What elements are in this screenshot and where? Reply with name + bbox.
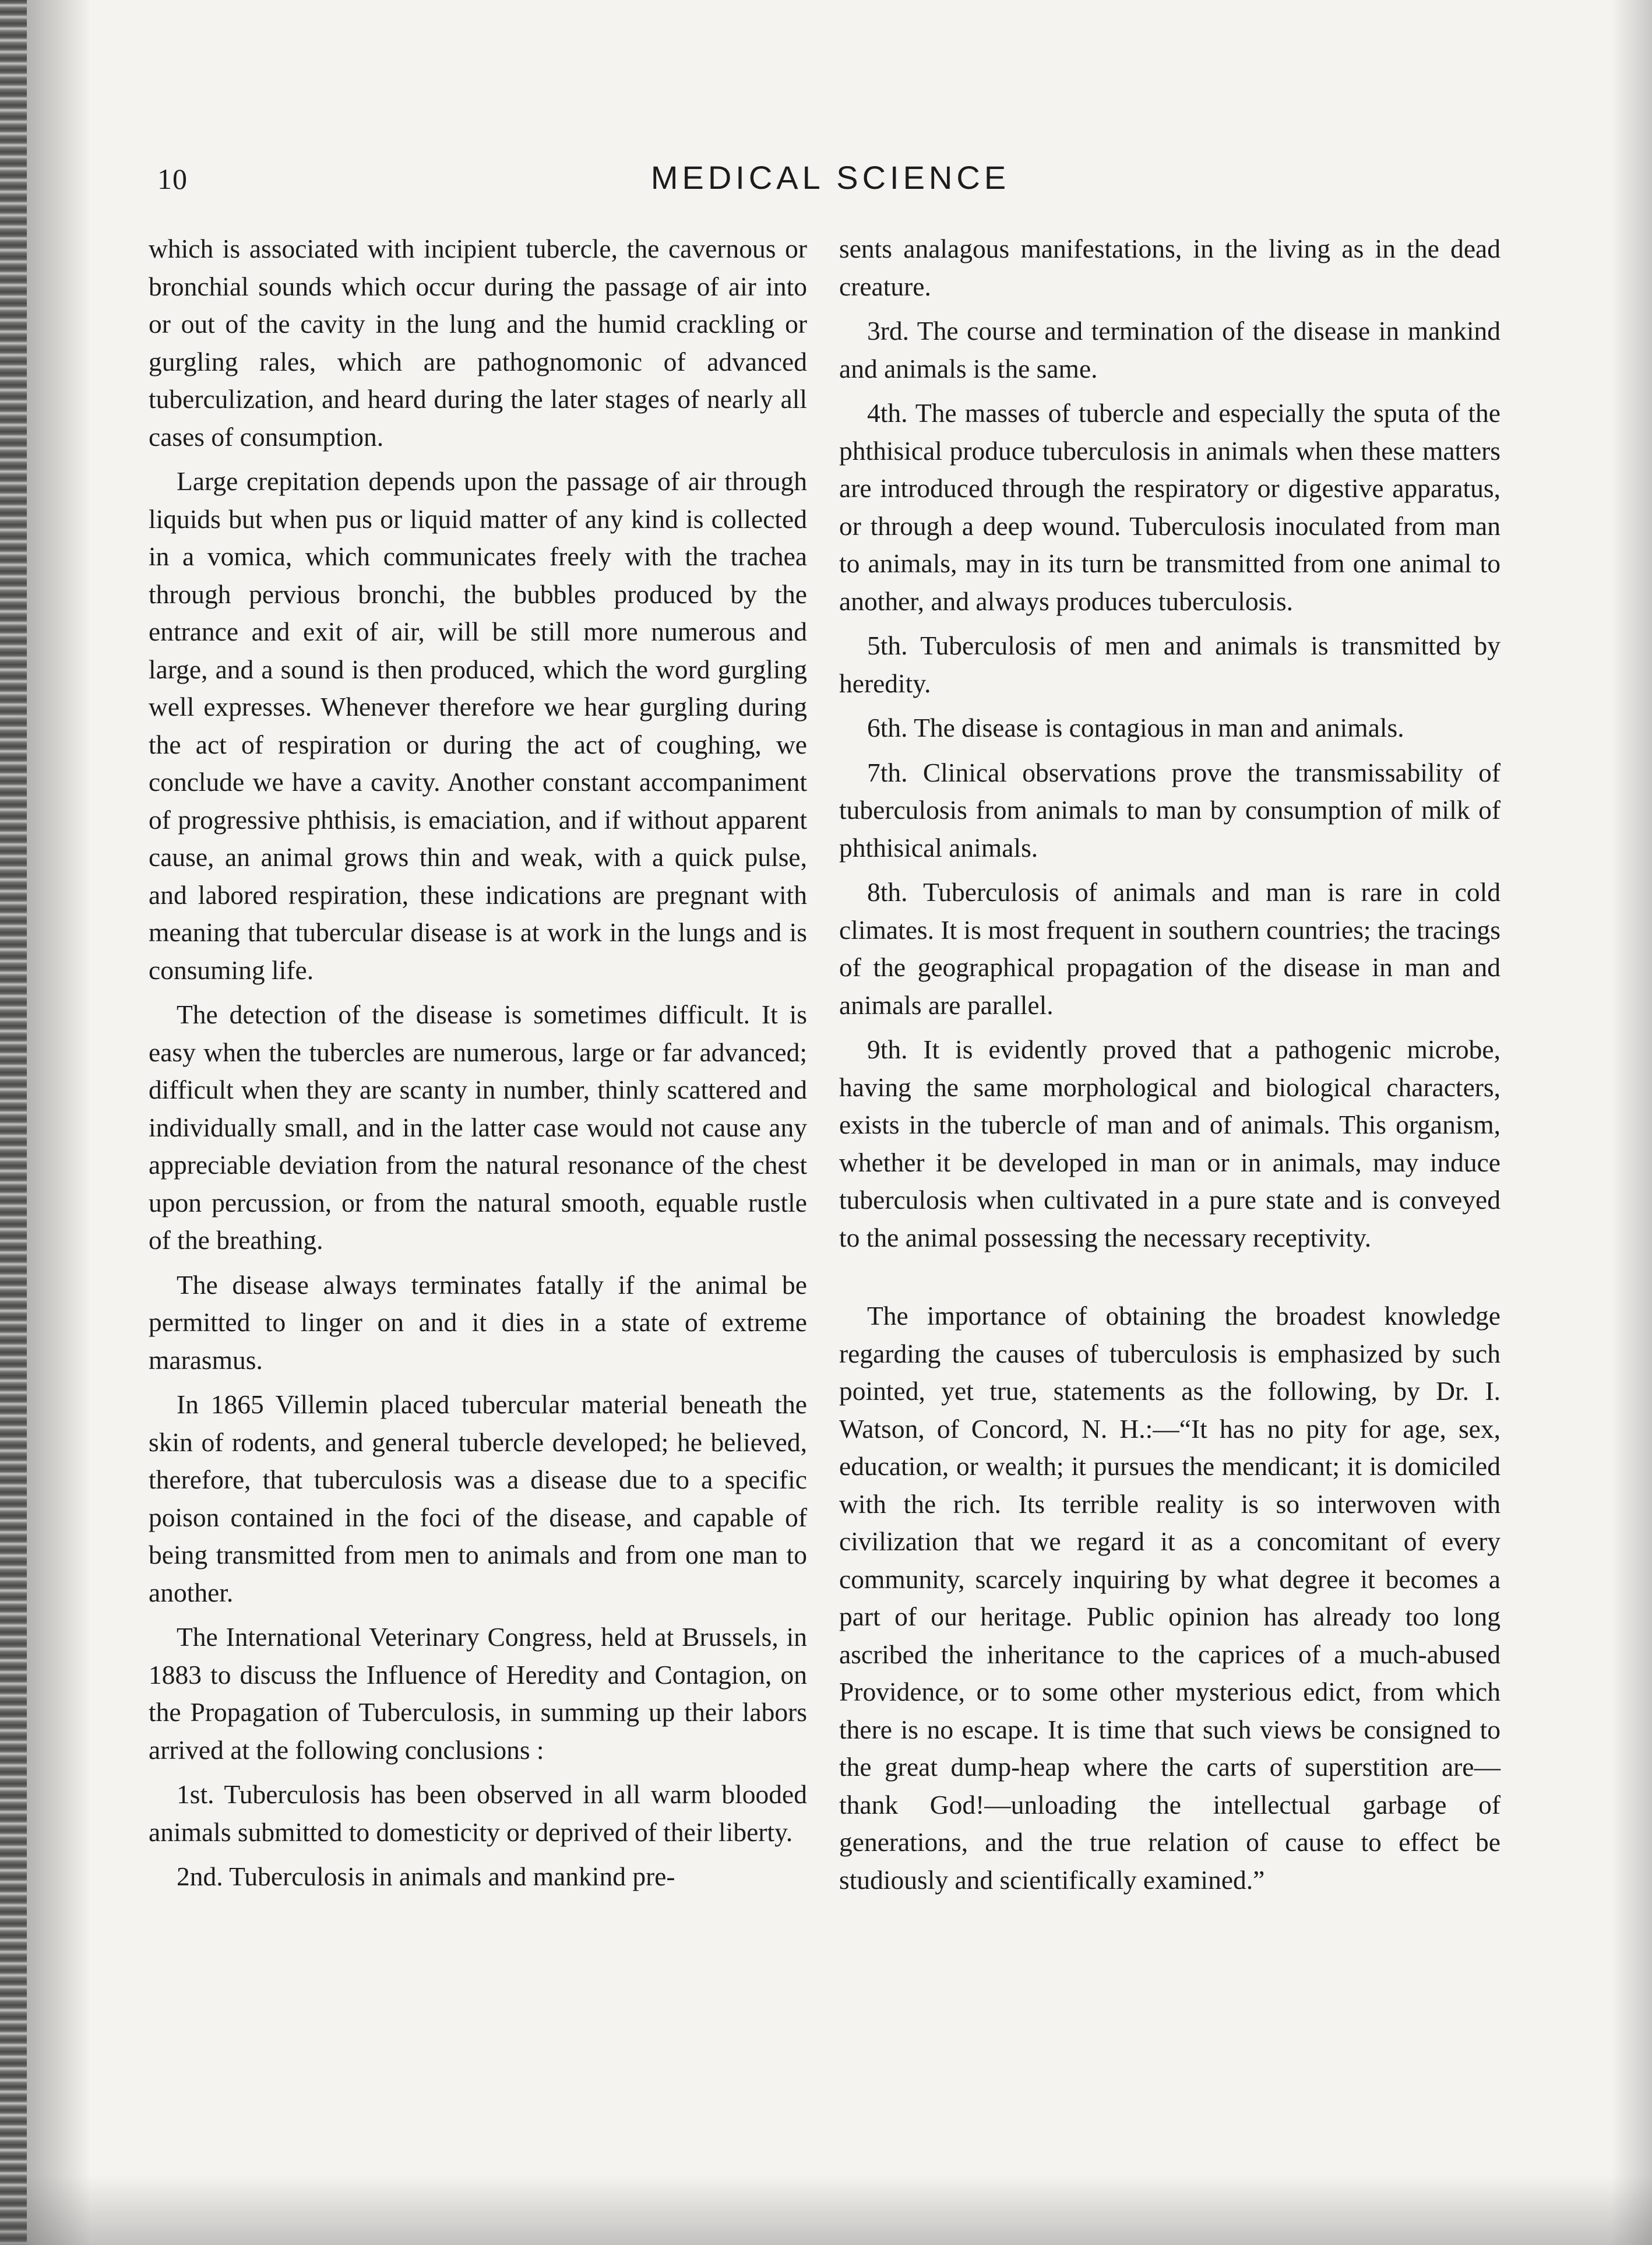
paragraph: 4th. The masses of tubercle and especially the sputa of the phthisical produce tuberculosis in animals when these matters are introduced through the respiratory or digestive apparatus, or through a deep wound. Tuberculosis inoculated from man to animals, may in its turn be transmitted from one animal to another, and always produces tuberculosis.: [839, 398, 1500, 616]
page-bottom-edge-shadow: [0, 2175, 1652, 2245]
paragraph: 6th. The disease is contagious in man and animals.: [867, 713, 1404, 743]
paragraph: which is associated with incipient tubercle, the cavernous or bronchial sounds which occur during the passage of air into or out of the cavity in the lung and the humid crackling or gurgling rales, which are pathognomonic of advanced tuberculization, and heard during the later stages of nearly all cases of consumption.: [149, 234, 807, 452]
paragraph: The disease always terminates fatally if the animal be permitted to linger on and it dies in a state of extreme marasmus.: [149, 1269, 807, 1375]
right-column: [839, 230, 1500, 1906]
page-binding-edge: [0, 0, 27, 2245]
paragraph: In 1865 Villemin placed tubercular material beneath the skin of rodents, and general tubercle developed; he believed, therefore, that tuberculosis was a disease due to a specific poison contained in the foci of the disease, and capable of being transmitted from men to animals and from one man to another.: [149, 1389, 807, 1607]
paragraph: The International Veterinary Congress, held at Brussels, in 1883 to discuss the Influence of Heredity and Contagion, on the Propagation of Tuberculosis, in summing up their labors arrived at the following conclusions :: [149, 1622, 807, 1765]
paragraph: 9th. It is evidently proved that a pathogenic microbe, having the same morphological and biological characters, exists in the tubercle of man and of animals. This organism, whether it be developed in man or in animals, may induce tuberculosis when cultivated in a pure state and is conveyed to the animal possessing the necessary receptivity.: [839, 1034, 1500, 1252]
paragraph: sents analagous manifestations, in the living as in the dead creature.: [839, 234, 1500, 301]
paragraph: 7th. Clinical observations prove the transmissability of tuberculosis from animals to man by consumption of milk of phthisical animals.: [839, 757, 1500, 863]
running-head: [157, 159, 1503, 199]
page-right-edge-shadow: [1611, 0, 1652, 2245]
paragraph: 1st. Tuberculosis has been observed in all warm blooded animals submitted to domesticity or deprived of their liberty.: [149, 1779, 807, 1847]
paragraph: 2nd. Tuberculosis in animals and mankind pre-: [177, 1862, 675, 1891]
page-number: 10: [157, 163, 188, 195]
paragraph: 3rd. The course and termination of the disease in mankind and animals is the same.: [839, 316, 1500, 383]
paragraph: The detection of the disease is sometimes difficult. It is easy when the tubercles are numerous, large or far advanced; difficult when they are scanty in number, thinly scattered and individually small, and in the latter case would not cause any appreciable deviation from the natural resonance of the chest upon percussion, or from the natural smooth, equable rustle of the breathing.: [149, 1000, 807, 1255]
left-column: [149, 230, 807, 1903]
paragraph: The importance of obtaining the broadest knowledge regarding the causes of tuberculosis is emphasized by such pointed, yet true, statements as the following, by Dr. I. Watson, of Concord, N. H.:—“It has no pity for age, sex, education, or wealth; it pursues the mendicant; it is domiciled with the rich. Its terrible reality is so interwoven with civilization that we regard it as a concomitant of every community, scarcely inquiring by what degree it becomes a part of our heritage. Public opinion has already too long ascribed the inheritance to the caprices of a much-abused Providence, or to some other mysterious edict, from which there is no escape. It is time that such views be consigned to the great dump-heap where the carts of superstition are—thank God!—unloading the intellectual garbage of generations, and the true relation of cause to effect be studiously and scientifically examined.”: [839, 1301, 1500, 1895]
page-edge-shadow: [27, 0, 91, 2245]
paragraph: Large crepitation depends upon the passage of air through liquids but when pus or liquid matter of any kind is collected in a vomica, which communicates freely with the trachea through pervious bronchi, the bubbles produced by the entrance and exit of air, will be still more numerous and large, and a sound is then produced, which the word gurgling well expresses. Whenever therefore we hear gurgling during the act of respiration or during the act of coughing, we conclude we have a cavity. Another constant accompaniment of progressive phthisis, is emaciation, and if without apparent cause, an animal grows thin and weak, with a quick pulse, and labored respiration, these indications are pregnant with meaning that tubercular disease is at work in the lungs and is consuming life.: [149, 466, 807, 985]
paragraph: 8th. Tuberculosis of animals and man is rare in cold climates. It is most frequent in southern countries; the tracings of the geographical propagation of the disease in man and animals are parallel.: [839, 877, 1500, 1020]
page-title: MEDICAL SCIENCE: [650, 159, 1010, 196]
paragraph: 5th. Tuberculosis of men and animals is transmitted by heredity.: [839, 631, 1500, 698]
